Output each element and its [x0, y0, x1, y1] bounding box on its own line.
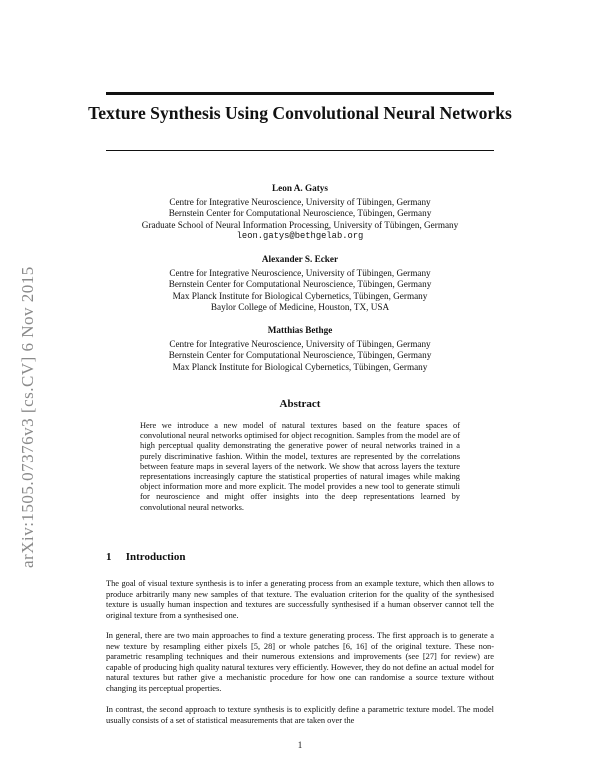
- intro-paragraph: The goal of visual texture synthesis is to infer a generating process from an example texture, which then allows to produce arbitrarily many new samples of that texture. The evaluation criterion for the quality of the synthesised texture is usually human inspection and textures are successfully synthesised if a human observer cannot tell the original texture from a synthesised one.: [106, 579, 494, 620]
- author-affiliation: Graduate School of Neural Information Processing, University of Tübingen, Germany: [141, 219, 459, 230]
- author-affiliation: Bernstein Center for Computational Neuroscience, Tübingen, Germany: [168, 279, 432, 289]
- author-affiliation: Centre for Integrative Neuroscience, University of Tübingen, Germany: [169, 267, 431, 278]
- title-rule-top: [106, 92, 494, 95]
- author-name: Leon A. Gatys: [272, 183, 328, 193]
- abstract-heading: Abstract: [279, 398, 321, 410]
- author-block-gatys: [110, 183, 490, 243]
- author-block-bethge: [110, 325, 490, 373]
- abstract-text: Here we introduce a new model of natural textures based on the feature spaces of convolutional neural networks optimised for object recognition. Samples from the model are of high perceptual quality demonstrating the generative power of neural networks trained in a purely discriminative fashion. Within the model, textures are represented by the correlations between feature maps in several layers of the network. We show that across layers the texture representations increasingly capture the statistical properties of natural images while making object information more and more explicit. The model provides a new tool to generate stimuli for neuroscience and might offer insights into the deep representations learned by convolutional neural networks.: [140, 421, 460, 512]
- intro-paragraph: In general, there are two main approaches to find a texture generating process. The first approach is to generate a new texture by resampling either pixels [5, 28] or whole patches [6, 16] of the original texture. These non-parametric resampling techniques and their numerous extensions and improvements (see [27] for review) are capable of producing high quality natural textures very efficiently. However, they do not define an actual model for natural textures but rather give a mechanistic procedure for how one can randomise a source texture without changing its perceptual properties.: [106, 631, 494, 693]
- intro-paragraph: In contrast, the second approach to texture synthesis is to explicitly define a parametric texture model. The model usually consists of a set of statistical measurements that are taken over the: [106, 705, 494, 725]
- arxiv-margin-stamp: arXiv:1505.07376v3 [cs.CV] 6 Nov 2015: [18, 266, 37, 568]
- author-email[interactable]: leon.gatys@bethgelab.org: [236, 231, 364, 241]
- section-title: Introduction: [125, 551, 186, 563]
- author-name: Alexander S. Ecker: [261, 254, 339, 264]
- author-affiliation: Centre for Integrative Neuroscience, University of Tübingen, Germany: [169, 196, 431, 207]
- page-number: 1: [297, 740, 303, 750]
- author-affiliation: Max Planck Institute for Biological Cybernetics, Tübingen, Germany: [172, 361, 428, 372]
- author-affiliation: Bernstein Center for Computational Neuroscience, Tübingen, Germany: [168, 208, 432, 218]
- title-rule-bottom: [106, 150, 494, 151]
- author-affiliation: Centre for Integrative Neuroscience, University of Tübingen, Germany: [169, 338, 431, 349]
- author-affiliation: Baylor College of Medicine, Houston, TX, USA: [210, 302, 390, 312]
- author-affiliation: Bernstein Center for Computational Neuroscience, Tübingen, Germany: [168, 350, 432, 360]
- paper-title: Texture Synthesis Using Convolutional Neural Networks: [88, 103, 512, 123]
- section-heading-introduction: [106, 551, 185, 563]
- author-name: Matthias Bethge: [267, 325, 333, 335]
- author-block-ecker: [110, 254, 490, 314]
- author-affiliation: Max Planck Institute for Biological Cybernetics, Tübingen, Germany: [172, 290, 428, 301]
- section-number: 1: [106, 551, 112, 563]
